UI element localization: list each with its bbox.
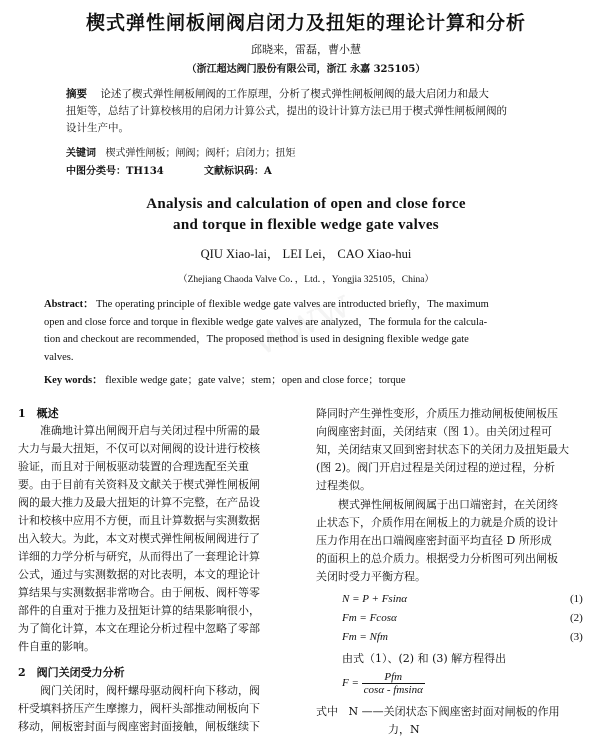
- section-2-heading: 2 阀门关闭受力分析: [18, 666, 125, 679]
- text-line: 关闭时受力平衡方程。: [316, 570, 426, 583]
- affiliation-en: （Zhejiang Chaoda Valve Co．，Ltd．，Yongjia 325105，China）: [178, 275, 434, 285]
- section-1-heading: 1 概述: [18, 407, 59, 420]
- text-line: 知，关闭结束又回到密封状态下的关闭力及扭矩最大: [316, 443, 569, 456]
- section-1-body: [18, 422, 296, 656]
- equation-1-number: (1): [570, 593, 583, 605]
- authors-cn: 邱晓来，雷磊，曹小慧: [251, 43, 361, 56]
- equation-2-number: (2): [570, 612, 583, 624]
- right-column-para-2: [316, 496, 592, 586]
- text-line: 楔式弹性闸板闸阀属于出口端密封，在关闭终: [338, 498, 558, 511]
- text-line: 准确地计算出闸阀开启与关闭过程中所需的最: [40, 424, 260, 437]
- equation-4-fraction: $\frac{\text{Pfm}}{\cos\alpha - fmsin\alpha}$: [363, 671, 423, 696]
- text-line: 大力与最大扭矩，不仅可以对闸阀的设计进行校核: [18, 442, 260, 455]
- paper-title-en: Analysis and calculation of open and close force and torque in flexible wedge gate valves: [146, 196, 466, 233]
- abstract-en: Abstract： The operating principle of flexible wedge gate valves are introducted briefly，The maximum open and close force and torque in flexible wedge gate valves are analyzed，The formula for the calcula- tion and checkout are recommended，The proposed method is used in designing flexible wedge gate valves.: [44, 299, 489, 363]
- text-line: 向阀座密封面，关闭结束（图 1）。由关闭过程可: [316, 425, 552, 438]
- text-line: 出入较大。为此，本文对楔式弹性闸板闸阀进行了: [18, 532, 260, 545]
- solve-text: 由式（1）、(2) 和 (3) 解方程得出: [342, 652, 507, 665]
- abstract-cn-line3: 设计生产中。: [66, 122, 129, 134]
- where-line-1: 式中 N ——关闭状态下阀座密封面对闸板的作用: [316, 705, 560, 718]
- text-line: 阀的最大推力及最大扭矩的计算不完整，在产品设: [18, 496, 260, 509]
- affiliation-cn: （浙江超达阀门股份有限公司，浙江 永嘉 325105）: [186, 64, 426, 75]
- right-column-para-1: [316, 405, 592, 495]
- text-line: 的面积上的总介质力。根据受力分析图可列出闸板: [316, 552, 558, 565]
- text-line: 详细的力学分析与研究，从而得出了一套理论计算: [18, 550, 260, 563]
- keywords-cn: 关键词 楔式弹性闸板；闸阀；阀杆；启闭力；扭矩: [66, 148, 296, 159]
- text-line: 验证，而且对于闸板驱动装置的合理选配至关重: [18, 460, 249, 473]
- text-line: 为了简化计算，本文在理论分析过程中忽略了零部: [18, 622, 260, 635]
- text-line: 过程类似。: [316, 479, 371, 492]
- abstract-cn-line2: 扭矩等，总结了计算校核用的启闭力计算公式，提出的设计计算方法已用于楔式弹性闸板闸阀的: [66, 105, 507, 117]
- equation-3-number: (3): [570, 631, 583, 643]
- text-line: (图 2)。阀门开启过程是关闭过程的逆过程，分析: [316, 461, 556, 474]
- text-line: 算结果与实测数据非常吻合。由于闸板、阀杆等零: [18, 586, 260, 599]
- authors-en: QIU Xiao-lai， LEI Lei， CAO Xiao-hui: [200, 247, 412, 261]
- abstract-cn-line1: 摘要 论述了楔式弹性闸板闸阀的工作原理，分析了楔式弹性闸板闸阀的最大启闭力和最大: [66, 88, 489, 100]
- text-line: 移动，闸板密封面与阀座密封面接触，闸板继续下: [18, 720, 260, 733]
- keywords-en: Key words： flexible wedge gate；gate valve；stem；open and close force；torque: [44, 375, 406, 386]
- abstract-cn-label: 摘要: [66, 88, 87, 100]
- paper-title-cn: 楔式弹性闸板闸阀启闭力及扭矩的理论计算和分析: [85, 12, 526, 34]
- document-code: 文献标识码：A: [204, 166, 272, 177]
- text-line: 要。由于目前有关资料及文献关于楔式弹性闸板闸: [18, 478, 260, 491]
- text-line: 阀门关闭时，阀杆螺母驱动阀杆向下移动，阀: [40, 684, 260, 697]
- text-line: 压力作用在出口端阀座密封面平均直径 D 所形成: [316, 534, 552, 547]
- equation-4: F = $\frac{\text{Pfm}}{\cos\alpha - fmsin\alpha}$: [342, 671, 423, 696]
- section-2-body: [18, 682, 296, 736]
- text-line: 降同时产生弹性变形，介质压力推动闸板使闸板压: [316, 407, 558, 420]
- text-line: 件自重的影响。: [18, 640, 95, 653]
- text-line: 计和校核中应用不方便，而且计算数据与实测数据: [18, 514, 260, 527]
- where-line-2: 力，N: [388, 723, 420, 736]
- equation-3: Fm = Nfm: [342, 631, 388, 643]
- equation-1: N = P + Fsinα: [342, 593, 408, 605]
- equation-2: Fm = Fcosα: [342, 612, 397, 624]
- text-line: 部件的自重对于推力及扭矩计算的结果影响很小，: [18, 604, 260, 617]
- abstract-en-label: Abstract：: [44, 299, 94, 310]
- text-line: 止状态下，介质作用在闸板上的力就是介质的设计: [316, 516, 558, 529]
- text-line: 杆受填料挤压产生摩擦力，阀杆头部推动闸板向下: [18, 702, 260, 715]
- classification-number: 中图分类号：TH134: [66, 166, 164, 177]
- text-line: 公式，通过与实测数据的对比表明，本文的理论计: [18, 568, 260, 581]
